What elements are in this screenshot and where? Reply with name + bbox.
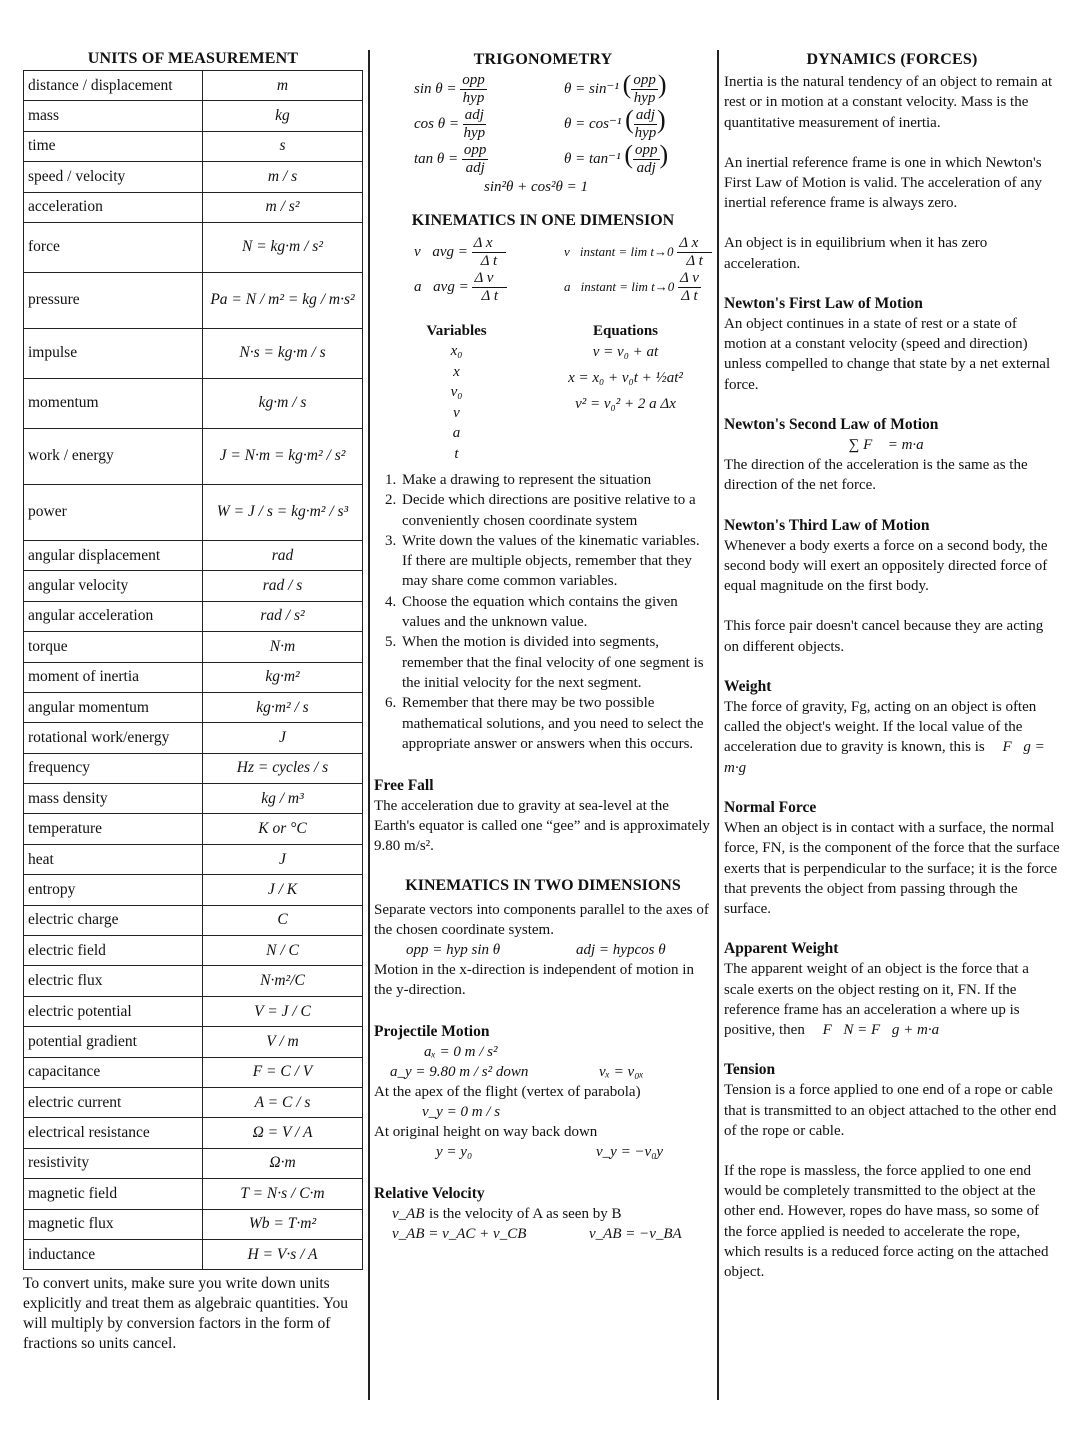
units-quantity: angular acceleration [24, 601, 203, 631]
units-row [24, 222, 363, 272]
normal-title: Normal Force [724, 798, 817, 816]
freefall-title: Free Fall [374, 777, 434, 795]
asin-frac: $\frac{\text{opp}}{\text{hyp}}$ [633, 72, 656, 106]
units-quantity: pressure [24, 272, 203, 328]
units-quantity: impulse [24, 328, 203, 378]
freefall-text: The acceleration due to gravity at sea-level at the Earth's equator is called one “gee” and is approximately 9.80 m/s². [374, 798, 710, 855]
first-law-text: An object continues in a state of rest or a state of motion at a constant velocity (speed and direction) unless compelled to change that state by a net external force. [724, 316, 1051, 393]
aavg-lhs: a⃗avg = [414, 278, 469, 295]
units-unit: Wb = T·m² [203, 1209, 363, 1239]
units-quantity: mass density [24, 784, 203, 814]
units-quantity: rotational work/energy [24, 723, 203, 753]
units-quantity: electric flux [24, 966, 203, 996]
units-row [24, 571, 363, 601]
units-unit: rad / s [203, 571, 363, 601]
units-row [24, 692, 363, 722]
equations-label: Equations [592, 323, 659, 339]
acos-frac: $\frac{\text{adj}}{\text{hyp}}$ [634, 107, 657, 141]
acos-lhs: θ = cos⁻¹ [564, 115, 622, 132]
units-quantity: speed / velocity [24, 162, 203, 192]
units-quantity: distance / displacement [24, 71, 203, 101]
step-item: 1. Make a drawing to represent the situation [400, 470, 712, 490]
projectile-row-3 [374, 1142, 712, 1162]
projectile-row-2 [374, 1062, 712, 1082]
units-quantity: magnetic field [24, 1179, 203, 1209]
units-unit: A = C / s [203, 1087, 363, 1117]
units-quantity: moment of inertia [24, 662, 203, 692]
units-unit: H = V·s / A [203, 1239, 363, 1269]
column-divider-2 [717, 50, 719, 1400]
trig-title: TRIGONOMETRY [473, 51, 613, 68]
third-law-title: Newton's Third Law of Motion [724, 516, 930, 534]
vavg-lhs: v⃗avg = [414, 243, 468, 260]
vy-apex: v_y = 0 m / s [422, 1104, 501, 1121]
tan-frac: $\frac{\text{opp}}{\text{adj}}$ [463, 142, 487, 176]
units-row [24, 272, 363, 328]
adj-eq: adj = hypcos θ [576, 942, 666, 959]
units-unit: kg·m / s [203, 378, 363, 428]
tension-title: Tension [724, 1061, 776, 1079]
units-quantity: capacitance [24, 1057, 203, 1087]
units-row [24, 814, 363, 844]
vavg-frac: $\frac{\text{Δ x⃗}}{\text{Δ t}}$ [473, 235, 505, 269]
units-row [24, 428, 363, 484]
step-item: 4. Choose the equation which contains the given values and the unknown value. [400, 592, 712, 633]
kin2-text: Separate vectors into components parallel to the axes of the chosen coordinate system. [374, 902, 709, 939]
units-row [24, 844, 363, 874]
ax-eq: aₓ = 0 m / s² [424, 1044, 498, 1061]
units-row [24, 1209, 363, 1239]
projectile-title: Projectile Motion [374, 1023, 490, 1041]
units-row [24, 905, 363, 935]
units-row [24, 378, 363, 428]
projectile-row-1 [374, 1042, 712, 1062]
vab-symbol: v_AB [392, 1206, 425, 1223]
units-row [24, 936, 363, 966]
units-unit: m / s [203, 162, 363, 192]
equation-item: v² = v₀² + 2 a Δx [575, 396, 676, 412]
atan-lhs: θ = tan⁻¹ [564, 150, 621, 167]
units-row [24, 484, 363, 540]
units-unit: N·s = kg·m / s [203, 328, 363, 378]
equilibrium-text: An object is in equilibrium when it has zero acceleration. [724, 235, 988, 272]
cos-lhs: cos θ = [414, 115, 459, 132]
units-section [23, 50, 363, 1354]
equation-item: v = v₀ + at [592, 344, 659, 360]
weight-title: Weight [724, 677, 772, 695]
units-quantity: magnetic flux [24, 1209, 203, 1239]
units-table [23, 70, 363, 1270]
units-row [24, 753, 363, 783]
units-quantity: power [24, 484, 203, 540]
units-unit: V = J / C [203, 996, 363, 1026]
kin2-components [406, 940, 712, 960]
units-quantity: temperature [24, 814, 203, 844]
kin2-title: KINEMATICS IN TWO DIMENSIONS [405, 877, 681, 895]
first-law-title: Newton's First Law of Motion [724, 294, 923, 312]
units-unit: kg·m² [203, 662, 363, 692]
units-quantity: electrical resistance [24, 1118, 203, 1148]
dyn-title: DYNAMICS (FORCES) [806, 51, 978, 68]
units-unit: W = J / s = kg·m² / s³ [203, 484, 363, 540]
relvel-row-2 [374, 1224, 712, 1244]
units-unit: V / m [203, 1027, 363, 1057]
aavg-frac: $\frac{\text{Δ v⃗}}{\text{Δ t}}$ [474, 270, 506, 304]
units-quantity: angular velocity [24, 571, 203, 601]
units-unit: s [203, 131, 363, 161]
units-quantity: inductance [24, 1239, 203, 1269]
units-row [24, 328, 363, 378]
units-row [24, 784, 363, 814]
step-item: 5. When the motion is divided into segments, remember that the final velocity of one segment is the initial velocity for the next segment. [400, 632, 712, 693]
units-unit: J = N·m = kg·m² / s² [203, 428, 363, 484]
normal-text: When an object is in contact with a surface, the normal force, FN, is the component of the force that the surface exerts that is perpendicular to the surface; it is the force that prevents the object from passing through the surface. [724, 820, 1060, 917]
units-unit: rad [203, 540, 363, 570]
column-divider-1 [368, 50, 370, 1400]
units-quantity: potential gradient [24, 1027, 203, 1057]
ainst-lhs: a⃗instant = lim t→0 [564, 278, 675, 294]
variable-item: v [453, 404, 460, 421]
units-quantity: electric charge [24, 905, 203, 935]
units-row [24, 632, 363, 662]
equations-list [539, 341, 712, 415]
second-law-eq: ∑ F⃗ = m·a⃗ [848, 437, 936, 454]
units-unit: C [203, 905, 363, 935]
units-quantity: entropy [24, 875, 203, 905]
tension-text2: If the rope is massless, the force applied to one end would be completely transmitted to the object at the other end. However, ropes do have mass, so some of the force applied is needed to accelerate the rope, which results is a reduced force acting on the attached object. [724, 1162, 1049, 1280]
apparent-eq: F⃗N = F⃗g + m·a⃗ [822, 1021, 951, 1038]
variable-item: x [453, 363, 460, 380]
kin2-text2: Motion in the x-direction is independent of motion in the y-direction. [374, 962, 694, 999]
third-law-text: Whenever a body exerts a force on a second body, the second body will exert an oppositely directed force of equal magnitude on the first body. [724, 537, 1048, 595]
units-quantity: time [24, 131, 203, 161]
units-row [24, 996, 363, 1026]
second-law-text: The direction of the acceleration is the same as the direction of the net force. [724, 457, 1028, 494]
units-quantity: electric field [24, 936, 203, 966]
units-row [24, 723, 363, 753]
kin1-title: KINEMATICS IN ONE DIMENSION [411, 212, 675, 229]
variable-item: a [452, 425, 461, 441]
relvel-add-eq: v_AB = v_AC + v_CB [392, 1226, 527, 1243]
units-row [24, 192, 363, 222]
units-quantity: acceleration [24, 192, 203, 222]
units-quantity: momentum [24, 378, 203, 428]
apparent-text: The apparent weight of an object is the force that a scale exerts on the object resting on it, FN. If the reference frame has an acceleration a where up is positive, then F⃗N = F⃗g + m·a⃗ [724, 961, 1029, 1038]
units-quantity: electric current [24, 1087, 203, 1117]
vy-eq: v_y = −v₀y [596, 1144, 664, 1161]
step-item: 6. Remember that there may be two possible mathematical solutions, and you need to select the appropriate answer or answers when this occurs. [400, 693, 712, 754]
inertial-frame-text: An inertial reference frame is one in which Newton's First Law of Motion is valid. The acceleration of any inertial reference frame is always zero. [724, 154, 1042, 212]
step-item: 2. Decide which directions are positive relative to a conveniently chosen coordinate system [400, 490, 712, 531]
trig-row-cos: cos θ = $\frac{\text{adj}}{\text{hyp}}$ θ = cos⁻¹ ( $\frac{\text{adj}}{\text{hyp}}$ ) [414, 104, 666, 141]
inertia-text: Inertia is the natural tendency of an object to remain at rest or in motion at a constant velocity. Mass is the quantitative measurement of inertia. [724, 74, 1053, 131]
units-quantity: work / energy [24, 428, 203, 484]
weight-eq: F⃗g = m·g⃗ [724, 739, 1045, 776]
relvel-title: Relative Velocity [374, 1185, 485, 1203]
units-row [24, 1057, 363, 1087]
variable-item: v₀ [450, 384, 463, 400]
units-unit: m / s² [203, 192, 363, 222]
trig-kinematics-section [374, 50, 712, 1244]
asin-lhs: θ = sin⁻¹ [564, 80, 619, 97]
apparent-title: Apparent Weight [724, 940, 839, 958]
units-quantity: force [24, 222, 203, 272]
units-unit: F = C / V [203, 1057, 363, 1087]
units-row [24, 1027, 363, 1057]
units-unit: N·m²/C [203, 966, 363, 996]
weight-text: The force of gravity, Fg, acting on an object is often called the object's weight. If the local value of the acceleration due to gravity is known, this is F⃗g = m·g⃗ [724, 699, 1045, 776]
units-row [24, 875, 363, 905]
units-quantity: torque [24, 632, 203, 662]
units-unit: kg·m² / s [203, 692, 363, 722]
third-law-text2: This force pair doesn't cancel because they are acting on different objects. [724, 618, 1044, 655]
variables-list [374, 341, 539, 464]
units-unit: J [203, 844, 363, 874]
units-row [24, 131, 363, 161]
units-unit: kg / m³ [203, 784, 363, 814]
units-quantity: resistivity [24, 1148, 203, 1178]
units-row [24, 162, 363, 192]
relvel-neg-eq: v_AB = −v_BA [589, 1226, 682, 1243]
variable-item: t [454, 445, 459, 462]
units-unit: m [203, 71, 363, 101]
variables-equations [374, 321, 712, 464]
vinst-frac: $\frac{\text{Δ x⃗}}{\text{Δ t}}$ [679, 235, 710, 269]
tan-lhs: tan θ = [414, 150, 459, 167]
units-unit: rad / s² [203, 601, 363, 631]
units-row [24, 966, 363, 996]
units-row [24, 1148, 363, 1178]
vab-text: is the velocity of A as seen by B [429, 1206, 622, 1223]
units-unit: Ω·m [203, 1148, 363, 1178]
cos-frac: $\frac{\text{adj}}{\text{hyp}}$ [463, 107, 486, 141]
variables-label: Variables [426, 323, 487, 339]
units-unit: T = N·s / C·m [203, 1179, 363, 1209]
atan-frac: $\frac{\text{opp}}{\text{adj}}$ [635, 142, 658, 176]
units-unit: N / C [203, 936, 363, 966]
orig-text: At original height on way back down [374, 1124, 598, 1141]
units-note: To convert units, make sure you write down units explicitly and treat them as algebraic quantities. You will multiply by conversion factors in the form of fractions so units cancel. [23, 1275, 348, 1353]
units-unit: Pa = N / m² = kg / m·s² [203, 272, 363, 328]
equation-item: x = x₀ + v₀t + ½at² [568, 370, 683, 386]
trig-identity: sin²θ + cos²θ = 1 [484, 179, 588, 195]
variable-item: x₀ [450, 343, 463, 359]
trig-row-sin: sin θ = $\frac{\text{opp}}{\text{hyp}}$ θ = sin⁻¹ ( $\frac{\text{opp}}{\text{hyp}}$ ) [414, 69, 667, 106]
kin1-row-a [414, 270, 712, 305]
units-row [24, 71, 363, 101]
units-unit: J / K [203, 875, 363, 905]
units-unit: Ω = V / A [203, 1118, 363, 1148]
units-row [24, 540, 363, 570]
apex-text: At the apex of the flight (vertex of parabola) [374, 1084, 641, 1101]
units-quantity: angular displacement [24, 540, 203, 570]
ay-eq: a_y = 9.80 m / s² down [390, 1064, 529, 1081]
kin1-row-v [414, 235, 712, 270]
units-quantity: heat [24, 844, 203, 874]
y-eq: y = y₀ [436, 1144, 473, 1161]
sin-frac: $\frac{\text{opp}}{\text{hyp}}$ [462, 72, 485, 106]
units-row [24, 1179, 363, 1209]
units-unit: N·m [203, 632, 363, 662]
units-quantity: mass [24, 101, 203, 131]
vx-eq: vₓ = v₀ₓ [599, 1064, 644, 1081]
units-row [24, 662, 363, 692]
trig-row-tan: tan θ = $\frac{\text{opp}}{\text{adj}}$ θ = tan⁻¹ ( $\frac{\text{opp}}{\text{adj}}$ ) [414, 139, 669, 176]
units-row [24, 1087, 363, 1117]
units-quantity: angular momentum [24, 692, 203, 722]
ainst-frac: $\frac{\text{Δ v}}{\text{Δ t}}$ [680, 270, 699, 304]
units-unit: Hz = cycles / s [203, 753, 363, 783]
dynamics-section [724, 50, 1060, 1282]
units-unit: K or °C [203, 814, 363, 844]
opp-eq: opp = hyp sin θ [406, 942, 501, 959]
units-row [24, 1118, 363, 1148]
step-item: 3. Write down the values of the kinematic variables. If there are multiple objects, remember that they may share come common variables. [400, 531, 712, 592]
relvel-row-1 [374, 1204, 712, 1224]
units-unit: N = kg·m / s² [203, 222, 363, 272]
units-quantity: frequency [24, 753, 203, 783]
units-unit: kg [203, 101, 363, 131]
tension-text: Tension is a force applied to one end of a rope or cable that is transmitted to an object attached to the other end of the rope or cable. [724, 1082, 1057, 1139]
kinematics-steps [374, 470, 712, 754]
vinst-lhs: v⃗instant = lim t→0 [564, 243, 674, 259]
units-unit: J [203, 723, 363, 753]
sin-lhs: sin θ = [414, 80, 457, 97]
units-row [24, 601, 363, 631]
units-title: UNITS OF MEASUREMENT [87, 50, 299, 67]
units-row [24, 101, 363, 131]
second-law-title: Newton's Second Law of Motion [724, 415, 939, 433]
units-row [24, 1239, 363, 1269]
units-quantity: electric potential [24, 996, 203, 1026]
